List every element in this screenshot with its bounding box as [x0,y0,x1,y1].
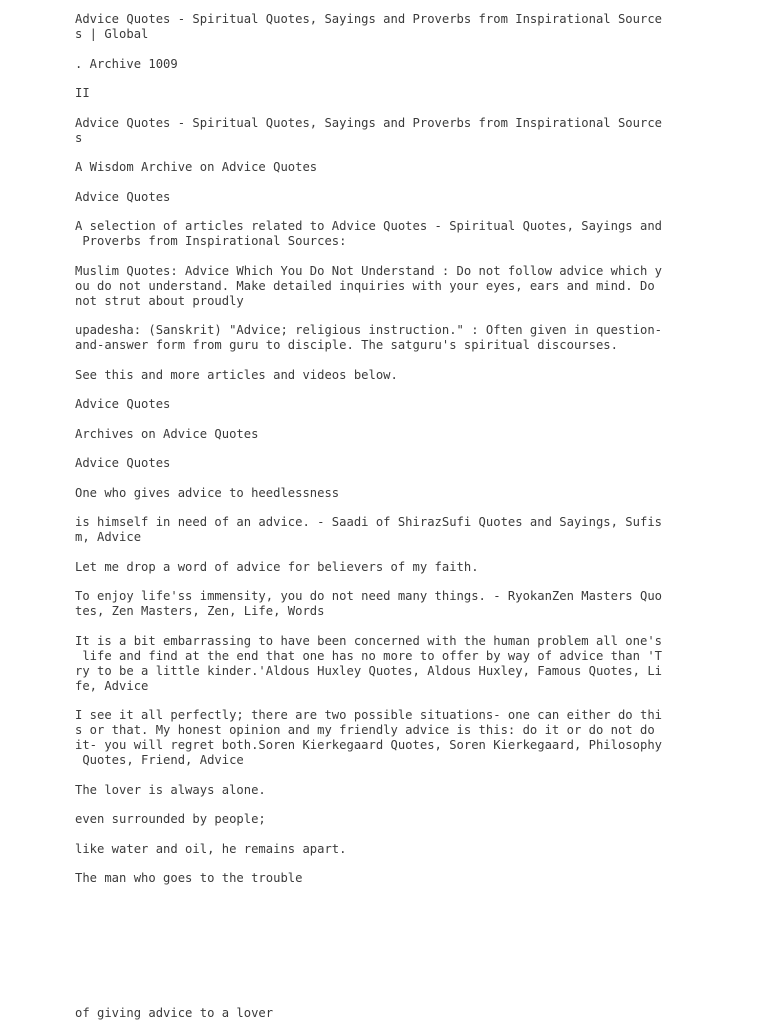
paragraph-line: Let me drop a word of advice for believers of my faith. [75,559,479,574]
document-paragraph [75,427,675,442]
document-paragraph [75,190,675,205]
paragraph-line: See this and more articles and videos below. [75,367,398,382]
document-paragraph [75,456,675,471]
paragraph-line: tes, Zen Masters, Zen, Life, Words [75,604,325,618]
paragraph-line: like water and oil, he remains apart. [75,841,347,856]
paragraph-line: Advice Quotes [75,189,171,204]
paragraph-line: Muslim Quotes: Advice Which You Do Not Understand : Do not follow advice which y [75,263,662,278]
paragraph-line: s [75,130,83,145]
document-paragraph [75,708,675,768]
paragraph-line: ry to be a little kinder.'Aldous Huxley Quotes, Aldous Huxley, Famous Quotes, Li [75,663,662,678]
document-paragraph [75,560,675,575]
paragraph-line: A Wisdom Archive on Advice Quotes [75,160,318,174]
document-paragraph [75,264,675,309]
document-paragraph [75,842,675,857]
paragraph-line: . Archive 1009 [75,56,178,71]
document-paragraph [75,86,675,101]
document-paragraph [75,160,675,175]
document-paragraph [75,116,675,146]
paragraph-line: m, Advice [75,530,142,544]
document-paragraph [75,871,675,886]
paragraph-line: even surrounded by people; [75,812,266,826]
paragraph-line: Advice Quotes - Spiritual Quotes, Sayings and Proverbs from Inspirational Source [75,115,662,130]
paragraph-line: it- you will regret both.Soren Kierkegaard Quotes, Soren Kierkegaard, Philosophy [75,738,662,752]
paragraph-line: upadesha: (Sanskrit) "Advice; religious instruction." : Often given in question- [75,323,662,337]
document-paragraph [75,368,675,383]
paragraph-line: Advice Quotes [75,456,171,470]
paragraph-line: life and find at the end that one has no more to offer by way of advice than 'T [75,648,662,663]
paragraph-line: It is a bit embarrassing to have been concerned with the human problem all one's [75,633,662,648]
paragraph-line: A selection of articles related to Advice Quotes - Spiritual Quotes, Sayings and [75,219,662,233]
paragraph-line: Advice Quotes - Spiritual Quotes, Sayings and Proverbs from Inspirational Source [75,12,662,26]
document-paragraph [75,812,675,827]
document-paragraph [75,323,675,353]
document-paragraph [75,515,675,545]
paragraph-line: II [75,86,90,100]
document-paragraph [75,57,675,72]
paragraph-line: Quotes, Friend, Advice [75,753,244,767]
paragraph-line: Proverbs from Inspirational Sources: [75,234,347,248]
paragraph-line: and-answer form from guru to disciple. The satguru's spiritual discourses. [75,338,618,352]
paragraph-line: Archives on Advice Quotes [75,426,259,441]
document-paragraph [75,589,675,619]
paragraph-line: The man who goes to the trouble [75,871,303,885]
paragraph-line: s | Global [75,27,149,41]
document-paragraph [75,783,675,798]
paragraph-line: is himself in need of an advice. - Saadi of ShirazSufi Quotes and Sayings, Sufis [75,515,662,529]
document-paragraph [75,486,675,501]
paragraph-line: fe, Advice [75,678,149,693]
document-paragraph [75,634,675,694]
paragraph-line: s or that. My honest opinion and my friendly advice is this: do it or do not do [75,723,655,737]
document-bottom-line: of giving advice to a lover [75,1006,274,1020]
document-body [75,12,675,901]
paragraph-line: I see it all perfectly; there are two possible situations- one can either do thi [75,708,662,722]
paragraph-line: Advice Quotes [75,397,171,411]
paragraph-line: not strut about proudly [75,293,244,308]
paragraph-line: One who gives advice to heedlessness [75,485,340,500]
paragraph-line: The lover is always alone. [75,782,266,797]
paragraph-line: ou do not understand. Make detailed inquiries with your eyes, ears and mind. Do [75,278,655,293]
document-paragraph [75,397,675,412]
document-paragraph [75,12,675,42]
paragraph-line: To enjoy life'ss immensity, you do not need many things. - RyokanZen Masters Quo [75,589,662,603]
document-paragraph [75,219,675,249]
